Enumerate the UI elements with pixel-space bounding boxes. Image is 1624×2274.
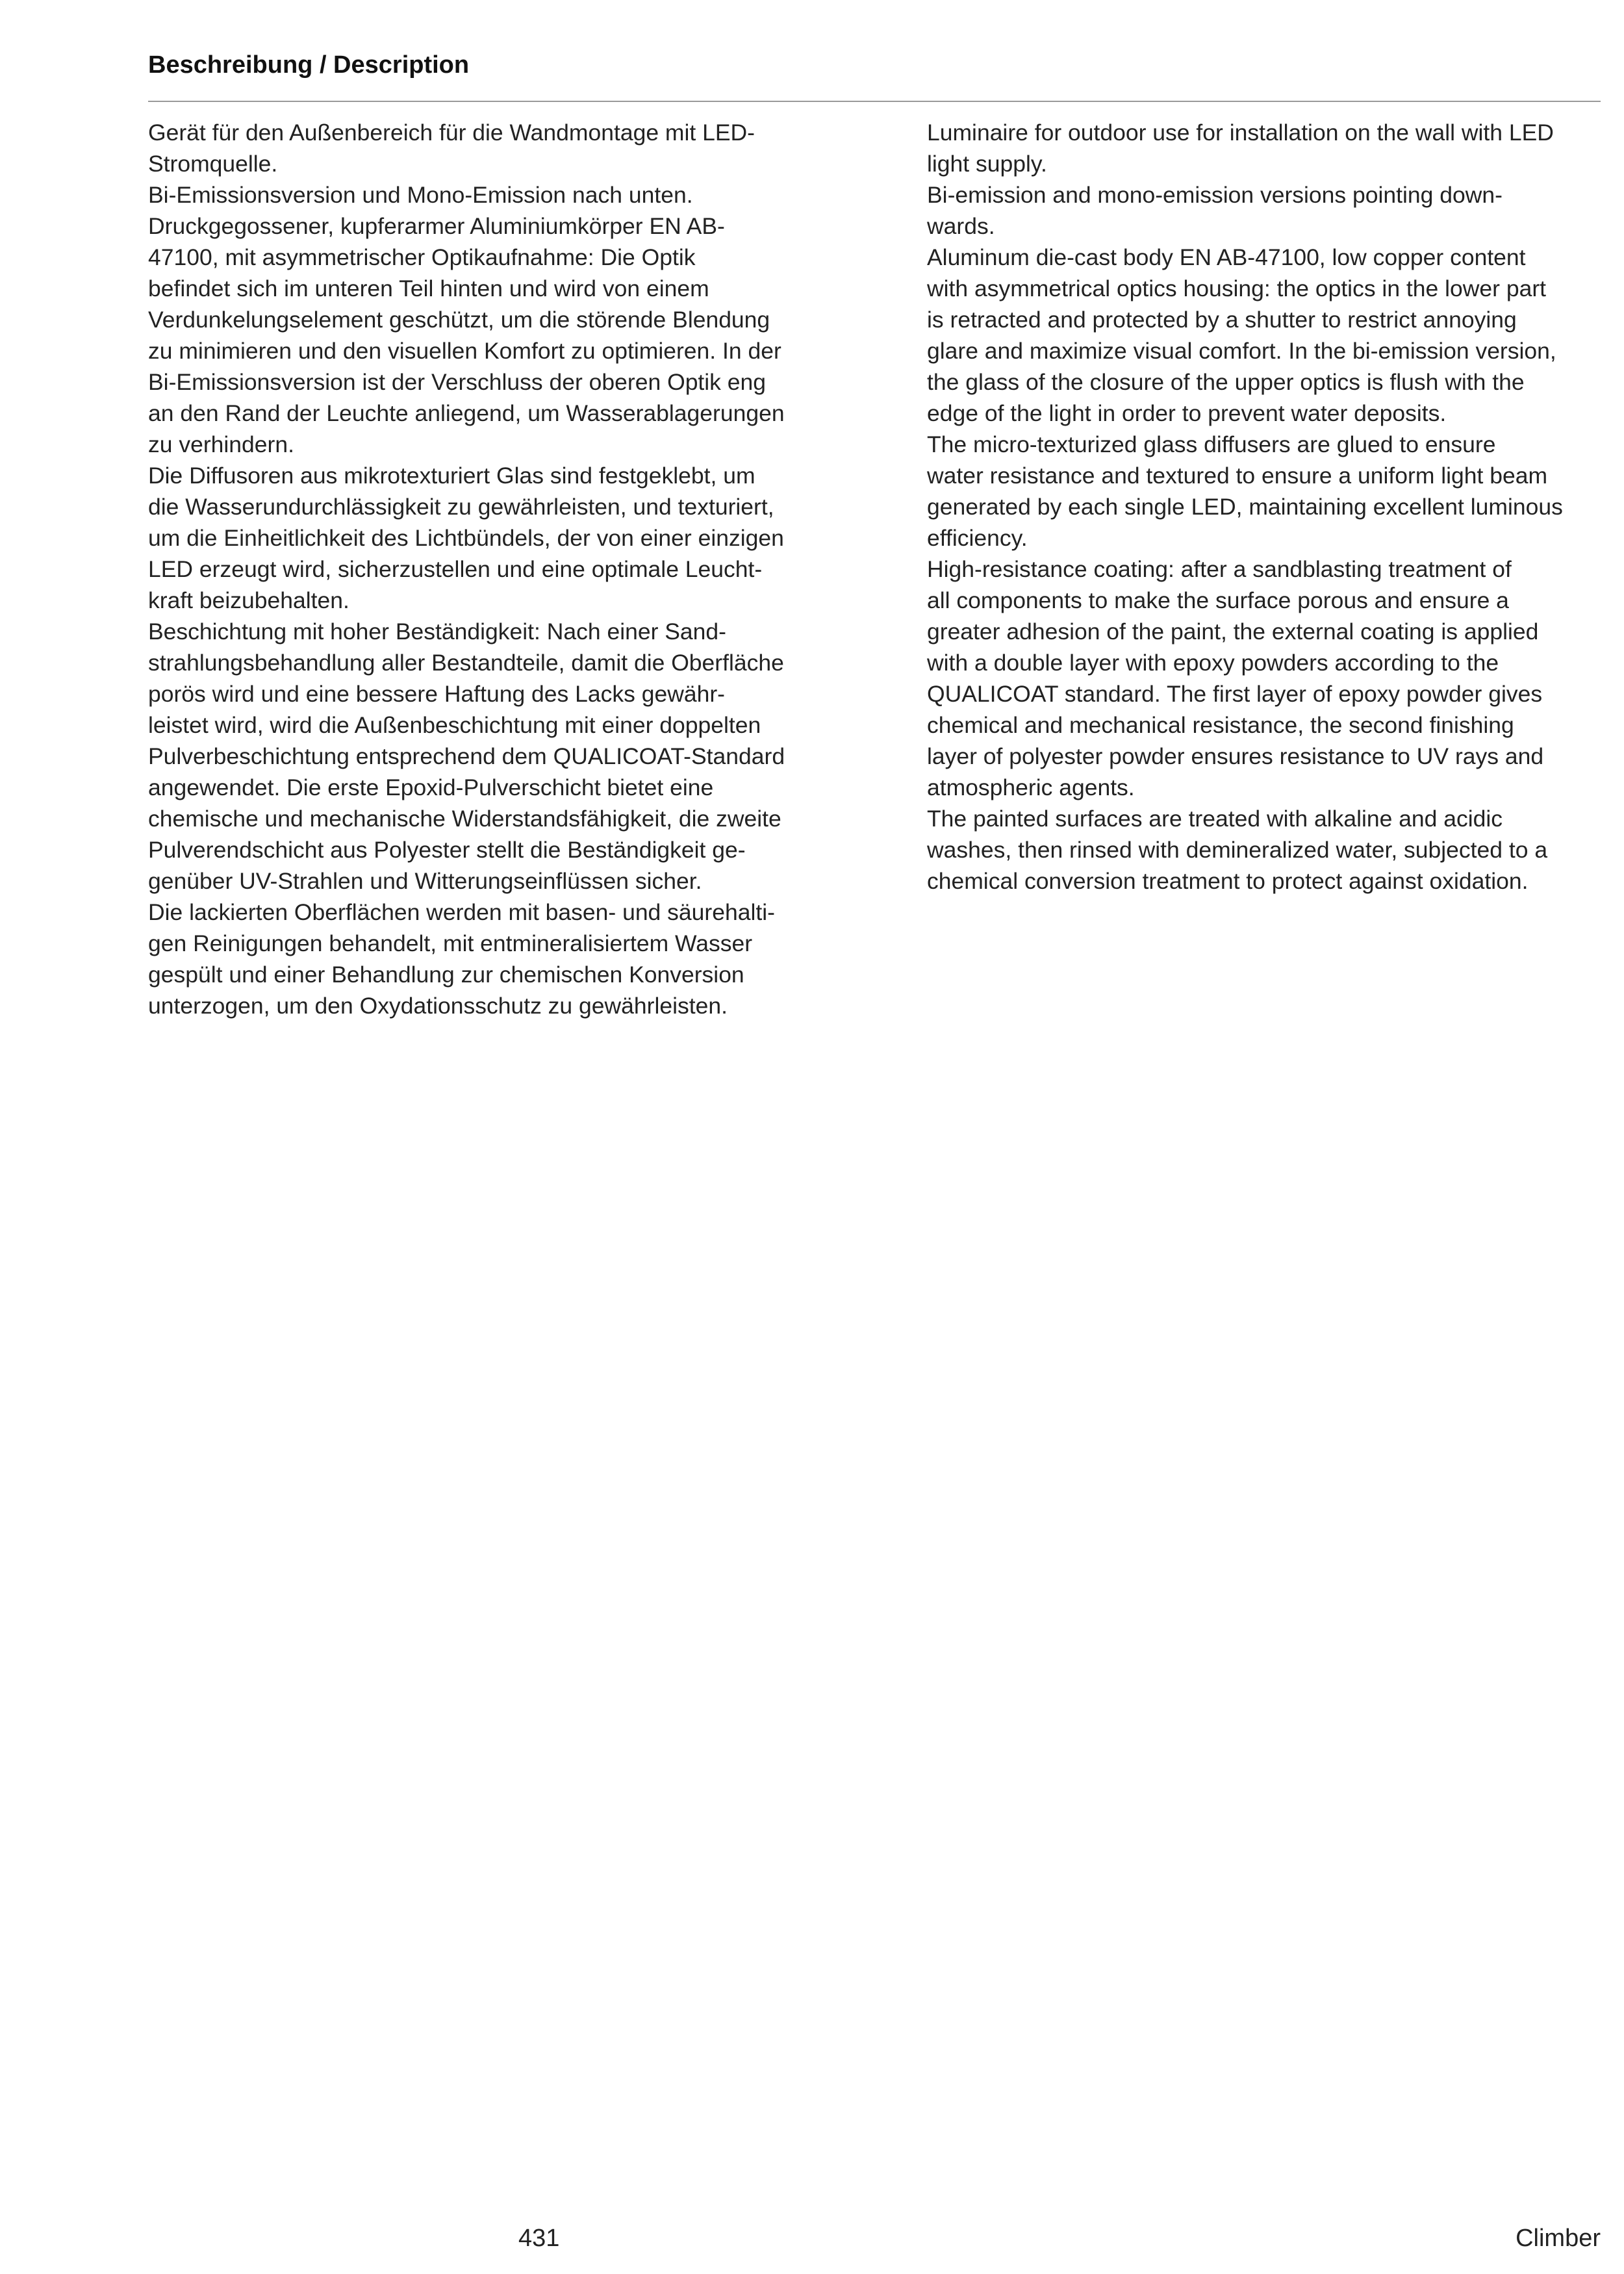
english-line: all components to make the surface porous and ensure a <box>927 587 1509 613</box>
german-line: LED erzeugt wird, sicherzustellen und eine optimale Leucht- <box>148 556 763 582</box>
german-line: Die lackierten Oberflächen werden mit basen- und säurehalti- <box>148 899 775 925</box>
product-name: Climber <box>1516 2225 1601 2252</box>
german-line: Pulverendschicht aus Polyester stellt die Beständigkeit ge- <box>148 837 746 863</box>
english-line: glare and maximize visual comfort. In the bi-emission version, <box>927 338 1556 364</box>
english-line: with asymmetrical optics housing: the optics in the lower part <box>927 275 1547 301</box>
english-line: The painted surfaces are treated with alkaline and acidic <box>927 806 1503 832</box>
german-line: kraft beizubehalten. <box>148 587 349 613</box>
english-line: chemical conversion treatment to protect against oxidation. <box>927 868 1529 894</box>
german-line: Verdunkelungselement geschützt, um die störende Blendung <box>148 307 770 333</box>
english-line: washes, then rinsed with demineralized water, subjected to a <box>927 837 1548 863</box>
english-line: layer of polyester powder ensures resistance to UV rays and <box>927 743 1544 769</box>
german-line: die Wasserundurchlässigkeit zu gewährleisten, und texturiert, <box>148 494 774 520</box>
german-line: leistet wird, wird die Außenbeschichtung mit einer doppelten <box>148 712 761 738</box>
german-line: chemische und mechanische Widerstandsfähigkeit, die zweite <box>148 806 781 832</box>
english-line: chemical and mechanical resistance, the second finishing <box>927 712 1514 738</box>
german-line: Stromquelle. <box>148 151 278 177</box>
german-line: Die Diffusoren aus mikrotexturiert Glas sind festgeklebt, um <box>148 463 755 489</box>
english-line: Bi-emission and mono-emission versions pointing down- <box>927 182 1503 208</box>
english-line: edge of the light in order to prevent water deposits. <box>927 400 1447 426</box>
german-line: zu minimieren und den visuellen Komfort zu optimieren. In der <box>148 338 781 364</box>
german-line: Beschichtung mit hoher Beständigkeit: Nach einer Sand- <box>148 619 726 645</box>
page-number: 431 <box>518 2225 560 2252</box>
german-line: genüber UV-Strahlen und Witterungseinflüssen sicher. <box>148 868 702 894</box>
page-title: Beschreibung / Description <box>148 51 470 79</box>
english-line: The micro-texturized glass diffusers are glued to ensure <box>927 431 1496 457</box>
german-line: unterzogen, um den Oxydationsschutz zu gewährleisten. <box>148 993 728 1019</box>
english-line: High-resistance coating: after a sandblasting treatment of <box>927 556 1512 582</box>
english-line: is retracted and protected by a shutter to restrict annoying <box>927 307 1517 333</box>
german-line: Bi-Emissionsversion ist der Verschluss der oberen Optik eng <box>148 369 767 395</box>
english-line: greater adhesion of the paint, the external coating is applied <box>927 619 1539 645</box>
german-line: Gerät für den Außenbereich für die Wandmontage mit LED- <box>148 120 755 146</box>
english-line: efficiency. <box>927 525 1028 551</box>
german-line: Pulverbeschichtung entsprechend dem QUALICOAT-Standard <box>148 743 785 769</box>
german-line: strahlungsbehandlung aller Bestandteile, damit die Oberfläche <box>148 650 784 676</box>
english-line: atmospheric agents. <box>927 774 1135 800</box>
english-line: wards. <box>927 213 995 239</box>
german-line: um die Einheitlichkeit des Lichtbündels, der von einer einzigen <box>148 525 784 551</box>
german-line: gen Reinigungen behandelt, mit entmineralisiertem Wasser <box>148 930 753 956</box>
german-line: angewendet. Die erste Epoxid-Pulverschicht bietet eine <box>148 774 714 800</box>
german-line: Bi-Emissionsversion und Mono-Emission nach unten. <box>148 182 693 208</box>
english-line: Luminaire for outdoor use for installation on the wall with LED <box>927 120 1554 146</box>
english-line: generated by each single LED, maintaining excellent luminous <box>927 494 1563 520</box>
description-english <box>927 117 1603 897</box>
german-line: gespült und einer Behandlung zur chemischen Konversion <box>148 962 744 988</box>
description-german <box>148 117 824 1021</box>
english-line: with a double layer with epoxy powders according to the <box>927 650 1499 676</box>
german-line: befindet sich im unteren Teil hinten und wird von einem <box>148 275 709 301</box>
german-line: an den Rand der Leuchte anliegend, um Wasserablagerungen <box>148 400 785 426</box>
english-line: QUALICOAT standard. The first layer of epoxy powder gives <box>927 681 1543 707</box>
english-line: Aluminum die-cast body EN AB-47100, low copper content <box>927 244 1526 270</box>
english-line: light supply. <box>927 151 1047 177</box>
header-divider <box>148 101 1601 102</box>
german-line: Druckgegossener, kupferarmer Aluminiumkörper EN AB- <box>148 213 725 239</box>
german-line: zu verhindern. <box>148 431 294 457</box>
english-line: the glass of the closure of the upper optics is flush with the <box>927 369 1525 395</box>
english-line: water resistance and textured to ensure a uniform light beam <box>927 463 1548 489</box>
german-line: porös wird und eine bessere Haftung des Lacks gewähr- <box>148 681 726 707</box>
german-line: 47100, mit asymmetrischer Optikaufnahme: Die Optik <box>148 244 696 270</box>
